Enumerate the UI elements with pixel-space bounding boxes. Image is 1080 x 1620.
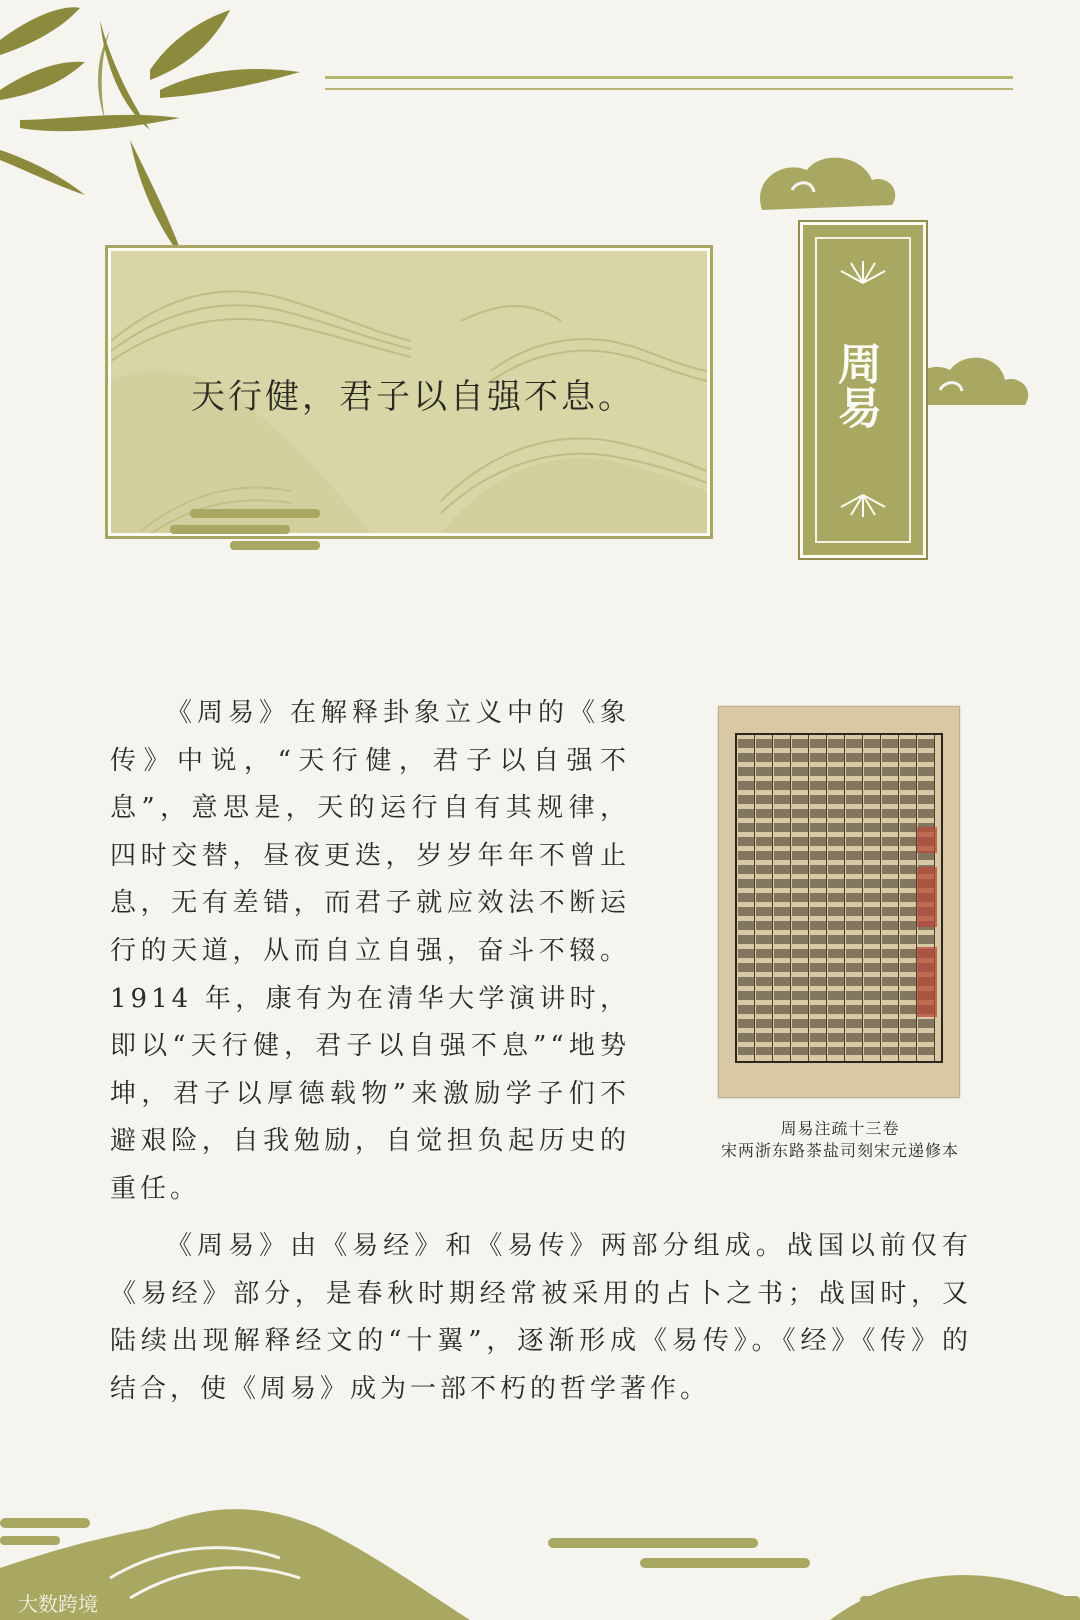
title-plaque: [800, 222, 926, 558]
caption-line-1: 周易注疏十三卷: [780, 1119, 900, 1138]
bamboo-leaves-decoration: [0, 0, 310, 270]
top-divider-line-thin: [325, 88, 1013, 90]
sunburst-icon: [833, 255, 893, 285]
paragraph-1: 《周易》在解释卦象立义中的《象传》中说，“天行健，君子以自强不息”，意思是，天的运行自有其规律，四时交替，昼夜更迭，岁岁年年不曾止息，无有差错，而君子就应效法不断运行的天道，从而自立自强，奋斗不辍。1914 年，康有为在清华大学演讲时，即以“天行健，君子以自强不息”“地势坤，君子以厚德载物”来激励学子们不避艰险，自我勉励，自觉担负起历史的重任。: [110, 698, 630, 1204]
caption-line-2: 宋两浙东路茶盐司刻宋元递修本: [720, 1141, 959, 1160]
top-divider-line: [325, 76, 1013, 79]
book-page-image: [718, 706, 960, 1098]
cloud-decoration: [752, 150, 902, 230]
watermark: 大数跨境: [18, 1592, 98, 1616]
image-caption: [690, 1118, 990, 1162]
sunburst-icon-bottom: [833, 493, 893, 523]
quote-card: [108, 248, 710, 536]
red-seal: [917, 827, 937, 853]
red-seal-3: [917, 947, 937, 1017]
cloud-stroke-decoration: [170, 505, 330, 555]
red-seal-2: [917, 867, 937, 927]
title-text: 周易: [830, 341, 881, 429]
mountain-decoration-bottom: [0, 1488, 1080, 1620]
paragraph-2: 《周易》由《易经》和《易传》两部分组成。战国以前仅有《易经》部分，是春秋时期经常被采用的占卜之书；战国时，又陆续出现解释经文的“十翼”，逐渐形成《易传》。《经》《传》的结合，使《周易》成为一部不朽的哲学著作。: [110, 1231, 972, 1404]
book-text-columns: [735, 733, 943, 1063]
quote-text: 天行健，君子以自强不息。: [191, 377, 635, 417]
